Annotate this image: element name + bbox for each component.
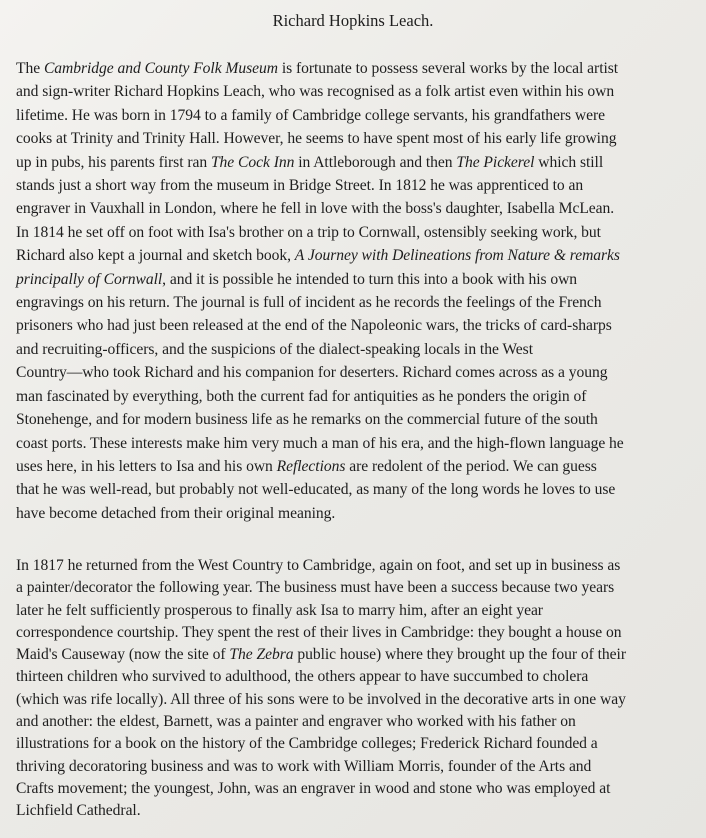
text-run: , and it is possible he intended to turn this into a book with his own xyxy=(162,270,578,288)
text-run: Crafts movement; the youngest, John, was an engraver in wood and stone who was employed at xyxy=(16,779,611,797)
text-run: up in pubs, his parents first ran xyxy=(16,153,211,171)
text-line xyxy=(16,778,706,800)
text-run: (which was rife locally). All three of his sons were to be involved in the decorative arts in one way xyxy=(16,690,626,708)
text-line xyxy=(16,756,706,778)
text-line xyxy=(16,244,706,267)
text-run: Richard also kept a journal and sketch book, xyxy=(16,247,295,265)
text-run: correspondence courtship. They spent the rest of their lives in Cambridge: they bought a house on xyxy=(16,623,622,641)
text-line xyxy=(16,733,706,755)
text-line xyxy=(16,478,706,501)
text-run: The xyxy=(16,60,44,77)
paragraph-2 xyxy=(16,555,706,823)
text-line xyxy=(16,268,706,291)
text-line xyxy=(16,622,706,644)
text-line xyxy=(16,127,706,150)
text-run: which still xyxy=(534,153,604,171)
text-run: Maid's Causeway (now the site of xyxy=(16,646,230,664)
italic-text: A Journey with Delineations from Nature & remarks xyxy=(294,247,620,265)
text-run: Lichfield Cathedral. xyxy=(16,802,141,820)
text-run: engraver in Vauxhall in London, where he fell in love with the boss's daughter, Isabella McLean. xyxy=(16,200,615,218)
text-line xyxy=(16,644,706,666)
text-run: and sign-writer Richard Hopkins Leach, who was recognised as a folk artist even within his own xyxy=(16,83,615,101)
text-run: In 1817 he returned from the West Country to Cambridge, again on foot, and set up in business as xyxy=(16,557,621,574)
text-line xyxy=(16,338,706,361)
text-run: cooks at Trinity and Trinity Hall. However, he seems to have spent most of his early life growing xyxy=(16,130,617,148)
italic-text: The Pickerel xyxy=(456,153,535,171)
text-line xyxy=(16,555,706,577)
text-run: later he felt sufficiently prosperous to finally ask Isa to marry him, after an eight year xyxy=(16,601,543,619)
italic-text: Cambridge and County Folk Museum xyxy=(43,60,278,77)
italic-text: The Zebra xyxy=(229,646,294,664)
text-run: stands just a short way from the museum in Bridge Street. In 1812 he was apprenticed to an xyxy=(16,177,584,195)
text-run: thriving decoratoring business and was to work with William Morris, founder of the Arts and xyxy=(16,757,592,775)
text-line xyxy=(16,104,706,127)
text-run: Stonehenge, and for modern business life as he remarks on the commercial future of the south xyxy=(16,411,598,429)
text-line xyxy=(16,711,706,733)
text-line xyxy=(16,361,706,384)
text-line xyxy=(16,408,706,431)
text-line xyxy=(16,455,706,478)
text-run: that he was well-read, but probably not well-educated, as many of the long words he loves to use xyxy=(16,481,616,499)
document-title: Richard Hopkins Leach. xyxy=(272,11,434,30)
italic-text: principally of Cornwall xyxy=(16,270,163,288)
text-line xyxy=(16,174,706,197)
text-run: lifetime. He was born in 1794 to a family of Cambridge college servants, his grandfathers were xyxy=(16,106,605,124)
text-line xyxy=(16,800,706,822)
text-line xyxy=(16,432,706,455)
text-run: and recruiting-officers, and the suspicions of the dialect-speaking locals in the West xyxy=(16,340,533,358)
text-run: a painter/decorator the following year. The business must have been a success because two years xyxy=(16,579,615,597)
text-line xyxy=(16,577,706,599)
text-run: engravings on his return. The journal is full of incident as he records the feelings of the French xyxy=(16,294,602,312)
text-line xyxy=(16,221,706,244)
text-run: are redolent of the period. We can guess xyxy=(345,457,597,475)
text-run: public house) where they brought up the four of their xyxy=(293,646,626,664)
text-run: in Attleborough and then xyxy=(294,153,457,171)
text-line xyxy=(16,689,706,711)
italic-text: Reflections xyxy=(276,457,346,475)
text-line xyxy=(16,80,706,103)
text-line xyxy=(16,385,706,408)
text-run: coast ports. These interests make him very much a man of his era, and the high-flown language he xyxy=(16,434,624,452)
text-run: is fortunate to possess several works by the local artist xyxy=(277,60,619,77)
text-run: and another: the eldest, Barnett, was a painter and engraver who worked with his father on xyxy=(16,713,576,731)
text-line xyxy=(16,600,706,622)
text-line xyxy=(16,291,706,314)
italic-text: The Cock Inn xyxy=(210,153,295,171)
text-run: prisoners who had just been released at the end of the Napoleonic wars, the tricks of card-sharps xyxy=(16,317,612,335)
text-line xyxy=(16,197,706,220)
text-run: uses here, in his letters to Isa and his own xyxy=(16,457,277,475)
text-line xyxy=(16,314,706,337)
text-run: illustrations for a book on the history of the Cambridge colleges; Frederick Richard founded a xyxy=(16,735,598,753)
text-run: have become detached from their original meaning. xyxy=(16,504,336,522)
text-run: In 1814 he set off on foot with Isa's brother on a trip to Cornwall, ostensibly seeking work, but xyxy=(16,223,601,241)
text-line xyxy=(16,151,706,174)
text-run: man fascinated by everything, both the current fad for antiquities as he ponders the origin of xyxy=(16,387,587,405)
text-run: thirteen children who survived to adulthood, the others appear to have succumbed to cholera xyxy=(16,668,589,686)
text-line xyxy=(16,502,706,525)
paragraph-1 xyxy=(16,57,706,525)
text-line xyxy=(16,57,706,80)
text-run: Country—who took Richard and his companion for deserters. Richard comes across as a young xyxy=(16,364,608,382)
text-line xyxy=(16,666,706,688)
